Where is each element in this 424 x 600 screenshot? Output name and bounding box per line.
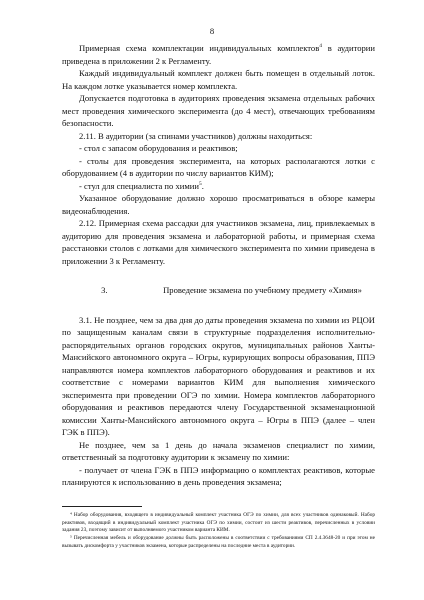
paragraph-text: в аудитории приведена в приложении 2 к Регламенту. — [62, 43, 375, 66]
footnote-divider — [62, 506, 142, 507]
paragraph-3-1: 3.1. Не позднее, чем за два дня до даты проведения экзамена по химии из РЦОИ по защищенным каналам связи в структурные подразделения исполнительно-распорядительных органов городских округов, муниципальных районов Ханты-Мансийского автономного округа – Югры, курирующих вопросы образования, ППЭ направляются номера комплектов лабораторного оборудования и реактивов и их соответствие с номерами вариантов КИМ для выполнения химического эксперимента при проведении ОГЭ по химии. Номера комплектов лабораторного оборудования и реактивов передаются члену Государственной экзаменационной комиссии Ханты-Мансийского автономного округа – Югры в ППЭ (далее – член ГЭК в ППЭ). — [62, 314, 375, 437]
paragraph-kit-scheme — [62, 42, 375, 67]
footnote-5: ⁵ Перечисленная мебель и оборудование должны быть расположены в соответствии с требованиями СП 2.4.3648-20 и при этом не вызывать дискомфорта у участников экзамена, которые распределены на последние места в аудитории. — [62, 535, 375, 549]
document-body — [62, 42, 375, 489]
paragraph-2-11: 2.11. В аудитории (за спинами участников) должны находиться: — [79, 130, 313, 141]
paragraph-workplaces: Допускается подготовка в аудиториях проведения экзамена отдельных рабочих мест проведения химического эксперимента (до 4 мест), отвечающих требованиям безопасности. — [62, 93, 375, 128]
footnote-ref-4[interactable]: 4 — [319, 43, 323, 50]
section-title: Проведение экзамена по учебному предмету «Химия» — [163, 285, 362, 295]
footnote-ref-5[interactable]: 5 — [199, 180, 202, 187]
paragraph-camera: Указанное оборудование должно хорошо просматриваться в обзоре камеры видеонаблюдения. — [62, 193, 375, 216]
list-item-receives-info: - получает от члена ГЭК в ППЭ информацию о комплектах реактивов, которые планируются к использованию в день проведения экзамена; — [62, 464, 375, 487]
footnotes — [62, 512, 375, 551]
paragraph-text: . — [201, 180, 204, 191]
paragraph-2-12: 2.12. Примерная схема рассадки для участников экзамена, лиц, привлекаемых в аудиторию для проведения экзамена и лабораторной работы, и примерная схема расстановки столов с лотками для химического эксперимента по химии приведена в приложении 3 к Регламенту. — [62, 218, 375, 266]
paragraph-tray: Каждый индивидуальный комплект должен быть помещен в отдельный лоток. На каждом лотке указывается номер комплекта. — [62, 68, 375, 91]
list-item-specialist-chair — [62, 180, 375, 193]
section-heading — [62, 284, 375, 297]
footnote-4: ⁴ Набор оборудования, входящего в индивидуальный комплект участника ОГЭ по химии, для всех участников одинаковый. Набор реактивов, входящий в индивидуальный комплект участника ОГЭ по химии, состоит из шести реактивов, перечисленных в условии задания 23, поэтому зависит от выполняемого участником варианта КИМ. — [62, 512, 375, 534]
section-number: 3. — [101, 285, 108, 295]
paragraph-one-day-before: Не позднее, чем за 1 день до начала экзаменов специалист по химии, ответственный за подготовку аудитории к экзамену по химии: — [62, 439, 375, 462]
list-item-experiment-tables: - столы для проведения эксперимента, на которых располагаются лотки с оборудованием (4 в аудитории по числу вариантов КИМ); — [62, 155, 375, 178]
list-item-reserve-table: - стол с запасом оборудования и реактивов; — [79, 143, 238, 153]
page-number: 8 — [209, 26, 215, 36]
paragraph-text: - стул для специалиста по химии — [79, 180, 200, 191]
paragraph-text: Примерная схема комплектации индивидуальных комплектов — [79, 43, 320, 53]
